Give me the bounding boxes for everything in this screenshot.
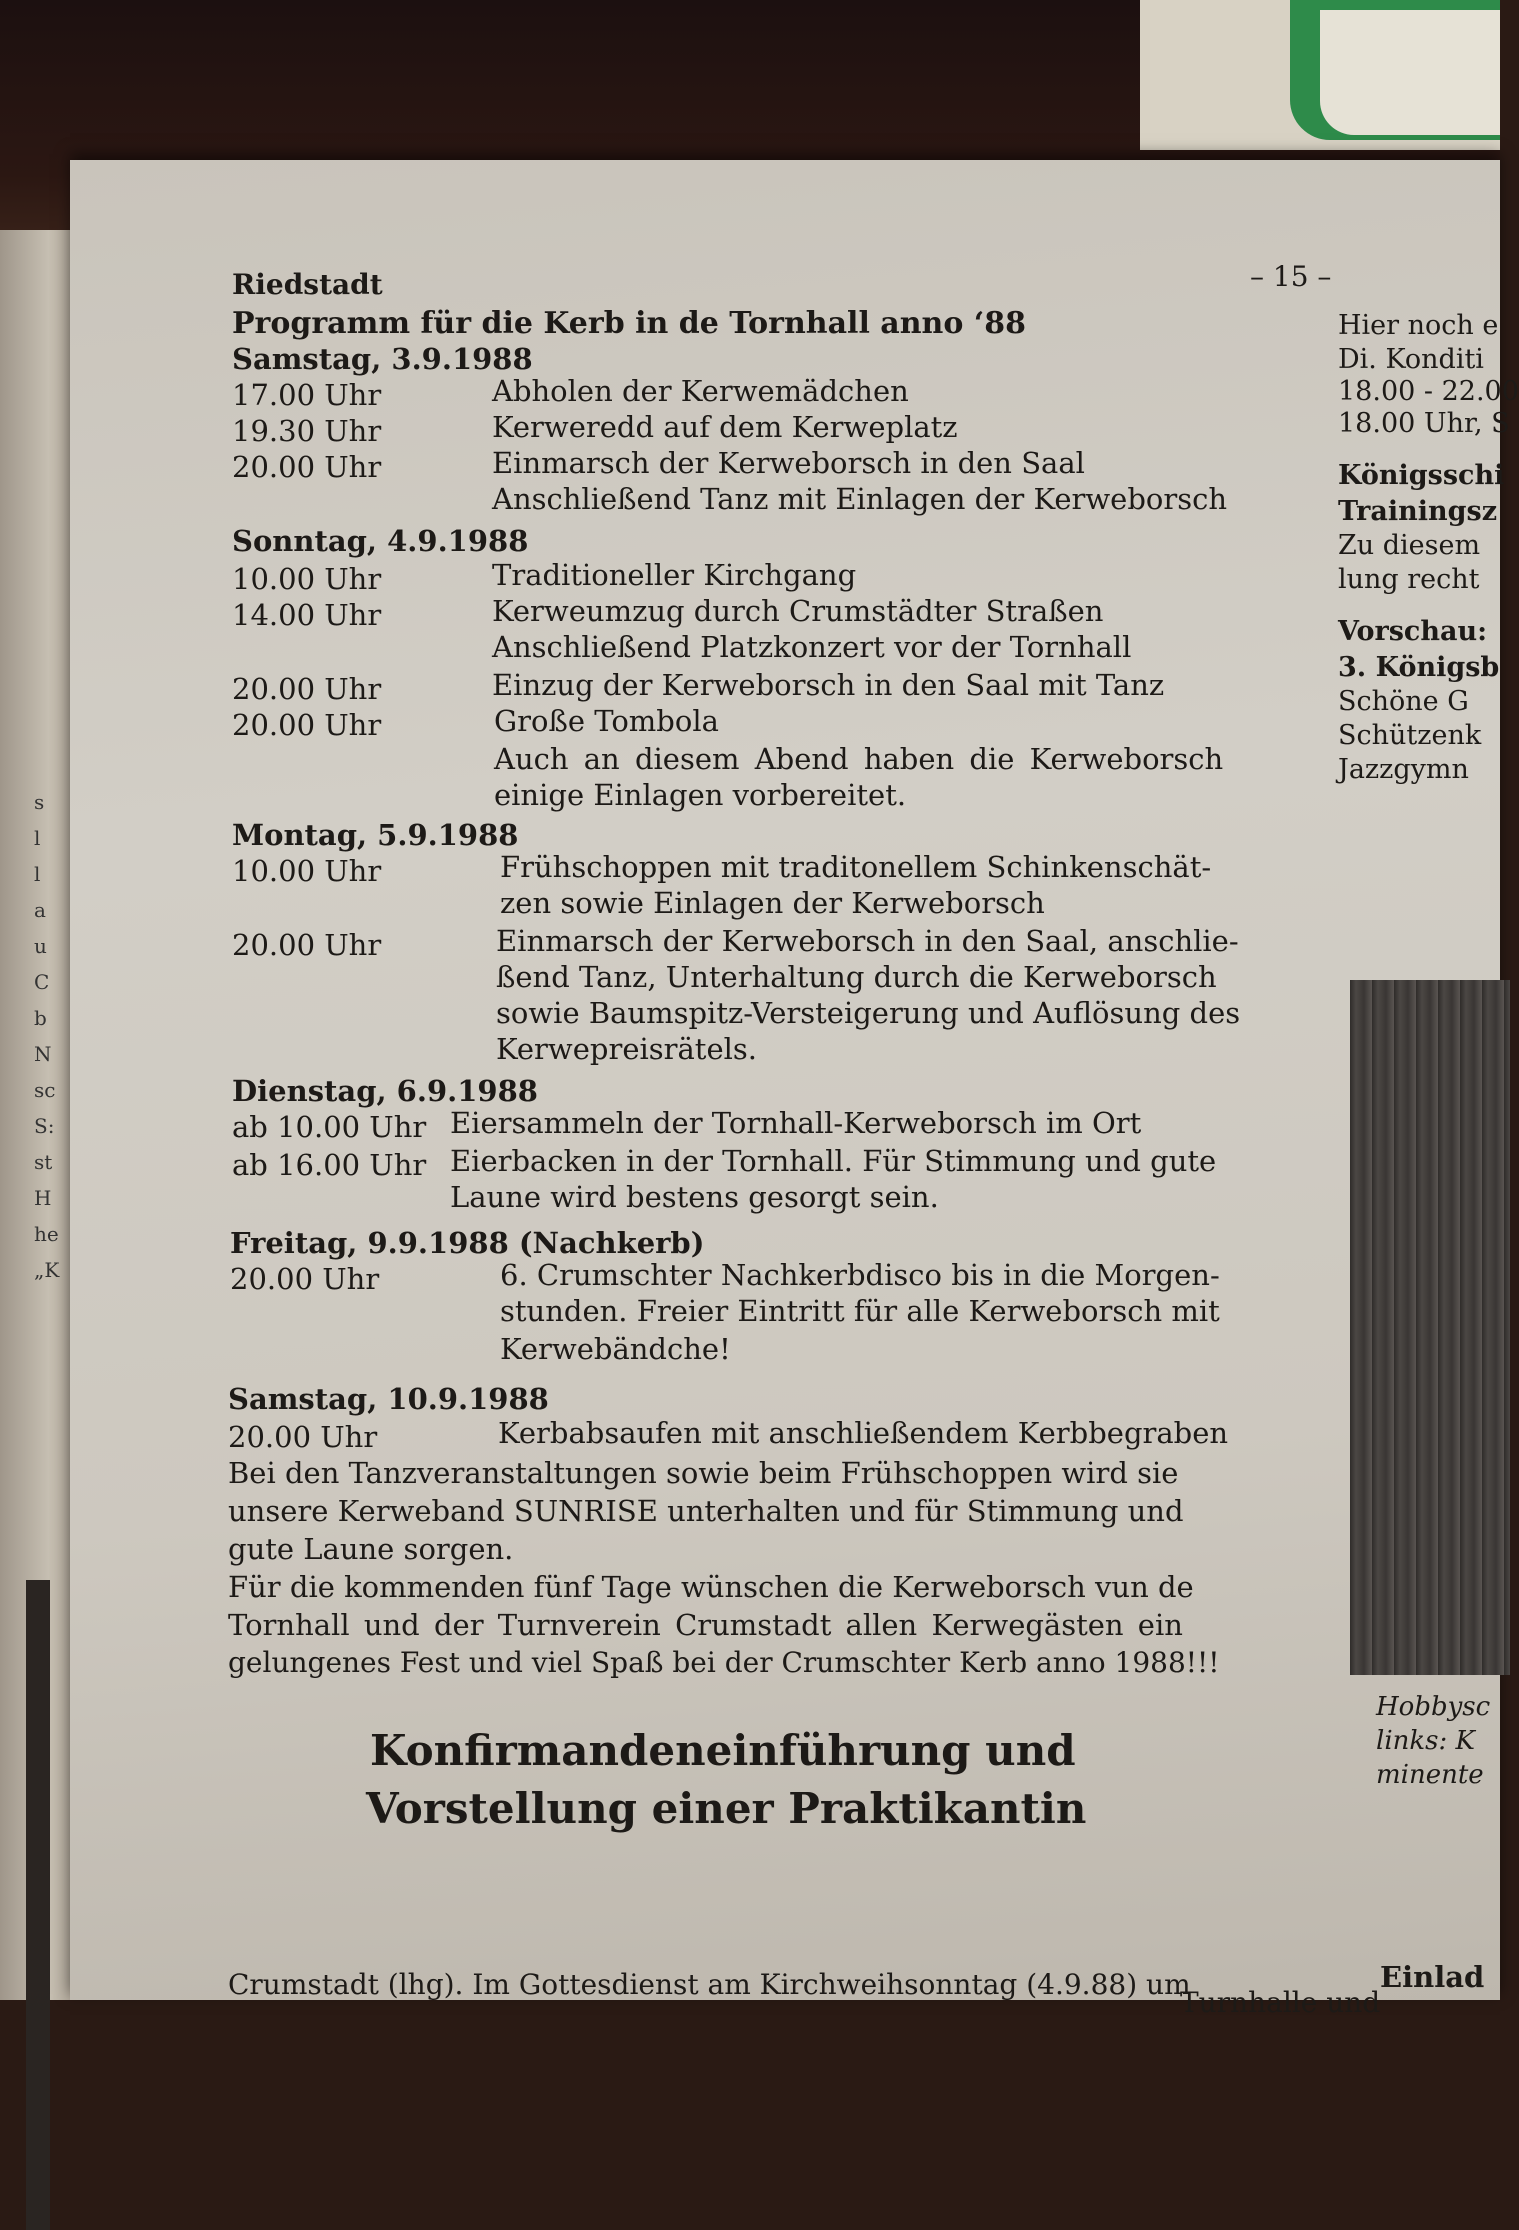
side-column-line: Di. Konditi bbox=[1338, 344, 1484, 375]
day-heading: Dienstag, 6.9.1988 bbox=[232, 1074, 538, 1108]
event-text: Auch an diesem Abend haben die Kerweborsch bbox=[494, 742, 1224, 776]
closing-text: gute Laune sorgen. bbox=[228, 1532, 514, 1566]
side-column-line: 3. Königsb bbox=[1338, 652, 1500, 683]
event-text: Einmarsch der Kerweborsch in den Saal, anschlie- bbox=[496, 924, 1239, 958]
side-column-line: Jazzgymn bbox=[1338, 754, 1469, 785]
event-text: Einmarsch der Kerweborsch in den Saal bbox=[492, 446, 1085, 480]
side-column-line: Hier noch e bbox=[1338, 310, 1499, 341]
program-title: Programm für die Kerb in de Tornhall anno ‘88 bbox=[232, 306, 1026, 341]
event-text: Große Tombola bbox=[494, 704, 719, 738]
event-text: Kerbabsaufen mit anschließendem Kerbbegraben bbox=[498, 1416, 1229, 1450]
event-time: ab 16.00 Uhr bbox=[232, 1148, 427, 1182]
event-text: Laune wird bestens gesorgt sein. bbox=[450, 1180, 939, 1214]
article-headline: Vorstellung einer Praktikantin bbox=[366, 1784, 1087, 1833]
event-text: Eierbacken in der Tornhall. Für Stimmung und gute bbox=[450, 1144, 1217, 1178]
event-time: 17.00 Uhr bbox=[232, 378, 382, 412]
event-text: Anschließend Platzkonzert vor der Tornhall bbox=[492, 630, 1132, 664]
event-time: 10.00 Uhr bbox=[232, 562, 382, 596]
side-column-line: Vorschau: bbox=[1338, 616, 1488, 647]
side-column-line: Königsschi bbox=[1338, 460, 1505, 491]
left-page-fragment: a bbox=[34, 898, 46, 922]
event-text: Traditioneller Kirchgang bbox=[492, 558, 857, 592]
left-page-fragment: l bbox=[34, 826, 41, 850]
event-text: Kerweumzug durch Crumstädter Straßen bbox=[492, 594, 1104, 628]
day-heading: Montag, 5.9.1988 bbox=[232, 818, 519, 852]
page-number: – 15 – bbox=[1250, 260, 1332, 293]
event-time: 10.00 Uhr bbox=[232, 854, 382, 888]
event-time: 20.00 Uhr bbox=[232, 928, 382, 962]
left-page-fragment: C bbox=[34, 970, 50, 994]
event-text: Kerwepreisrätels. bbox=[496, 1032, 757, 1066]
event-time: 20.00 Uhr bbox=[232, 708, 382, 742]
event-text: zen sowie Einlagen der Kerweborsch bbox=[500, 886, 1045, 920]
left-page-fragment: s bbox=[34, 790, 45, 814]
side-photo bbox=[1350, 980, 1510, 1675]
event-text: einige Einlagen vorbereitet. bbox=[494, 778, 907, 812]
event-text: Abholen der Kerwemädchen bbox=[492, 374, 909, 408]
event-text: stunden. Freier Eintritt für alle Kerweborsch mit bbox=[500, 1294, 1220, 1328]
left-page-fragment: b bbox=[34, 1006, 47, 1030]
side-column-line: Zu diesem bbox=[1338, 530, 1481, 561]
event-time: 20.00 Uhr bbox=[230, 1262, 380, 1296]
day-heading: Sonntag, 4.9.1988 bbox=[232, 524, 529, 558]
event-time: 20.00 Uhr bbox=[228, 1420, 378, 1454]
event-time: 19.30 Uhr bbox=[232, 414, 382, 448]
side-column-line: Schöne G bbox=[1338, 686, 1469, 717]
article-first-line: Crumstadt (lhg). Im Gottesdienst am Kirchweihsonntag (4.9.88) um bbox=[228, 1968, 1191, 2001]
event-text: ßend Tanz, Unterhaltung durch die Kerweborsch bbox=[496, 960, 1217, 994]
article-first-line-right: Turnhalle und bbox=[1180, 1986, 1381, 2019]
side-column-line: 18.00 Uhr, S bbox=[1338, 408, 1510, 439]
newspaper-page bbox=[70, 160, 1519, 2019]
event-text: sowie Baumspitz-Versteigerung und Auflösung des bbox=[496, 996, 1241, 1030]
day-heading: Samstag, 3.9.1988 bbox=[232, 342, 533, 376]
left-page-edge bbox=[0, 230, 70, 2000]
left-page-fragment: N bbox=[34, 1042, 52, 1066]
side-column-line: Schützenk bbox=[1338, 720, 1482, 751]
left-page-fragment: H bbox=[34, 1186, 52, 1210]
side-column-line: Trainingsz bbox=[1338, 496, 1498, 527]
side-column-line: 18.00 - 22.00 bbox=[1338, 376, 1519, 407]
closing-text: gelungenes Fest und viel Spaß bei der Crumschter Kerb anno 1988!!! bbox=[228, 1646, 1220, 1679]
side-column-line: lung recht bbox=[1338, 564, 1480, 595]
photo-caption: links: K bbox=[1376, 1726, 1475, 1756]
event-text: Einzug der Kerweborsch in den Saal mit Tanz bbox=[492, 668, 1165, 702]
left-page-fragment: u bbox=[34, 934, 47, 958]
event-time: 20.00 Uhr bbox=[232, 450, 382, 484]
day-heading: Freitag, 9.9.1988 (Nachkerb) bbox=[230, 1226, 705, 1260]
left-page-fragment: S: bbox=[34, 1114, 55, 1138]
left-page-photo bbox=[26, 1580, 50, 2230]
event-text: Eiersammeln der Tornhall-Kerweborsch im Ort bbox=[450, 1106, 1142, 1140]
closing-text: Bei den Tanzveranstaltungen sowie beim Frühschoppen wird sie bbox=[228, 1456, 1179, 1490]
side-bottom-heading: Einlad bbox=[1380, 1960, 1485, 1994]
event-time: ab 10.00 Uhr bbox=[232, 1110, 427, 1144]
left-page-fragment: he bbox=[34, 1222, 59, 1246]
day-heading: Samstag, 10.9.1988 bbox=[228, 1382, 549, 1416]
event-time: 20.00 Uhr bbox=[232, 672, 382, 706]
event-text: 6. Crumschter Nachkerbdisco bis in die Morgen- bbox=[500, 1258, 1220, 1292]
closing-text: Für die kommenden fünf Tage wünschen die Kerweborsch vun de bbox=[228, 1570, 1194, 1604]
closing-text: unsere Kerweband SUNRISE unterhalten und für Stimmung und bbox=[228, 1494, 1184, 1528]
left-page-fragment: st bbox=[34, 1150, 53, 1174]
left-page-fragment: „K bbox=[34, 1258, 60, 1282]
article-headline: Konfirmandeneinführung und bbox=[370, 1726, 1076, 1775]
event-text: Kerwebändche! bbox=[500, 1332, 731, 1366]
place-header: Riedstadt bbox=[232, 268, 383, 301]
event-text: Frühschoppen mit traditonellem Schinkenschät- bbox=[500, 850, 1212, 884]
left-page-fragment: l bbox=[34, 862, 41, 886]
photo-caption: Hobbysc bbox=[1376, 1692, 1491, 1722]
event-text: Anschließend Tanz mit Einlagen der Kerweborsch bbox=[492, 482, 1228, 516]
closing-text: Tornhall und der Turnverein Crumstadt allen Kerwegästen ein bbox=[228, 1608, 1183, 1642]
left-page-fragment: sc bbox=[34, 1078, 56, 1102]
event-text: Kerweredd auf dem Kerweplatz bbox=[492, 410, 958, 444]
event-time: 14.00 Uhr bbox=[232, 598, 382, 632]
green-card-inner bbox=[1320, 10, 1500, 135]
photo-caption: minente bbox=[1376, 1760, 1484, 1790]
